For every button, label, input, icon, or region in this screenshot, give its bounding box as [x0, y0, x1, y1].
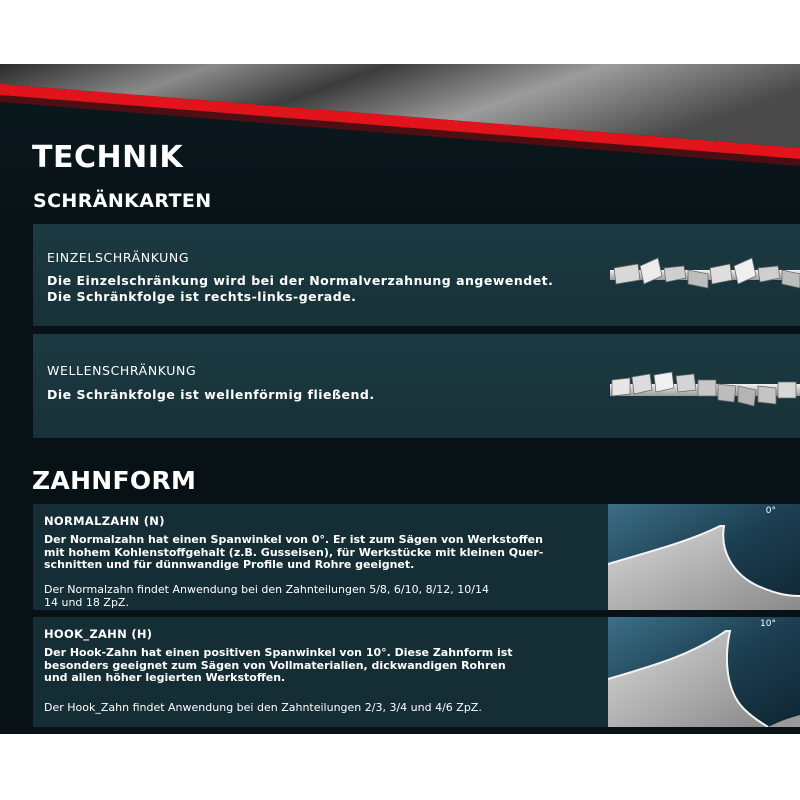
body-line: Der Normalzahn hat einen Spanwinkel von 0°. Er ist zum Sägen von Werkstoffen: [44, 533, 543, 546]
tooth-form-body: [44, 534, 604, 572]
body-line: Der Hook-Zahn hat einen positiven Spanwinkel von 10°. Diese Zahnform ist: [44, 646, 513, 659]
tooth-form-card: [33, 617, 800, 727]
set-type-description: [47, 387, 607, 403]
description-line: Die Schränkfolge ist wellenförmig fließend.: [47, 387, 375, 402]
hook-tooth-illustration: [608, 617, 800, 727]
rake-angle-label: 0°: [765, 506, 776, 516]
usage-line: 14 und 18 ZpZ.: [44, 596, 129, 609]
technik-panel: [0, 64, 800, 734]
single-set-illustration: [610, 254, 800, 296]
tooth-form-title: HOOK_ZAHN (H): [44, 627, 153, 641]
wave-set-illustration: [610, 370, 800, 412]
body-line: schnitten und für dünnwandige Profile und Rohre geeignet.: [44, 558, 415, 571]
usage-line: Der Normalzahn findet Anwendung bei den Zahnteilungen 5/8, 6/10, 8/12, 10/14: [44, 583, 489, 596]
description-line: Die Schränkfolge ist rechts-links-gerade.: [47, 289, 357, 304]
tooth-form-title: NORMALZAHN (N): [44, 514, 165, 528]
set-type-title: WELLENSCHRÄNKUNG: [47, 363, 197, 378]
normal-tooth-illustration: [608, 504, 800, 610]
tooth-form-usage: [44, 701, 604, 714]
body-line: besonders geeignet zum Sägen von Vollmaterialien, dickwandigen Rohren: [44, 658, 506, 672]
section-title-tooth: ZAHNFORM: [32, 466, 197, 495]
set-type-description: [47, 273, 607, 305]
set-type-card: [33, 224, 800, 326]
body-line: und allen höher legierten Werkstoffen.: [44, 671, 286, 684]
rake-angle-label: 10°: [760, 619, 776, 629]
set-type-title: EINZELSCHRÄNKUNG: [47, 250, 190, 265]
section-title-set: SCHRÄNKARTEN: [33, 190, 212, 212]
tooth-form-card: [33, 504, 800, 610]
description-line: Die Einzelschränkung wird bei der Normalverzahnung angewendet.: [47, 273, 554, 288]
page-title: TECHNIK: [32, 140, 184, 175]
tooth-form-body: [44, 647, 604, 685]
tooth-form-usage: [44, 583, 604, 609]
body-line: mit hohem Kohlenstoffgehalt (z.B. Gusseisen), für Werkstücke mit kleinen Quer-: [44, 545, 544, 559]
set-type-card: [33, 334, 800, 438]
usage-line: Der Hook_Zahn findet Anwendung bei den Zahnteilungen 2/3, 3/4 und 4/6 ZpZ.: [44, 701, 482, 714]
